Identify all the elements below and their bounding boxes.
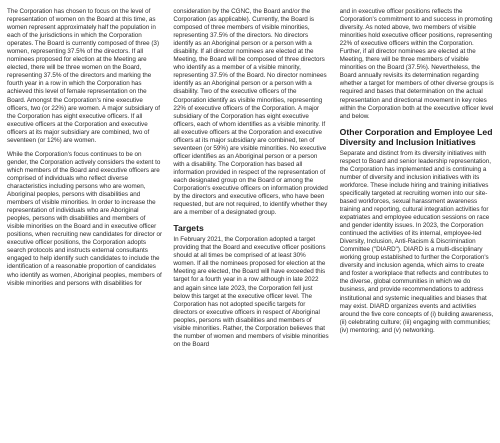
column-right [340,8,495,443]
paragraph-diversity-recruiting: While the Corporation's focus continues to be on gender, the Corporation actively considers the extent to which members of the Board and executive officers are comprised of individuals who reflect diverse characteristics including persons who are women, Aboriginal peoples, persons with disabilities and members of visible minorities. In order to increase the representation of individuals who are Aboriginal peoples, persons with disabilities and members of visible minorities on the Board and in executive officer positions, when recruiting new candidates for director or executive officer positions, the Corporation adopts search protocols and instructs external consultants engaged to help identify such candidates to include the identification of a reasonable proportion of candidates who identify as women, Aboriginal peoples, members of visible minorities and persons with disabilities for [7,150,163,287]
paragraph-diard: Separate and distinct from its diversity initiatives with respect to Board and senior leadership representation, the Corporation has implemented and is continuing a number of diversity and inclusion initiatives with its workforce. These include hiring and training initiatives specifically targeted at recruiting women into our site-based workforces, sexual harassment awareness training and reporting, cultural integration activities for expatriates and employee education sessions on race and gender identity issues. In 2023, the Corporation continued the activities of its internal, employee-led Diversity, Inclusion, Anti-Racism & Discrimination Committee ("DIARD"). DIARD is a multi-disciplinary working group established to further the Corporation's diversity and inclusion agenda, which aims to create and foster a workplace that reflects and contributes to the diverse, global communities in which we do business, and provide recommendations to address institutional and systemic inequalities and biases that may exist. DIARD organizes events and activities around the five core concepts of (i) building awareness, (ii) celebrating culture; (iii) engaging with communities; (iv) mentoring; and (v) networking. [339,149,494,334]
heading-other-initiatives: Other Corporation and Employee Led Diversity and Inclusion Initiatives [339,126,493,147]
column-middle [173,8,328,443]
paragraph-visible-minorities: consideration by the CGNC, the Board and/or the Corporation (as applicable). Currently, the Board is composed of three members of visible minorities, representing 37.5% of the directors. No directors identify as an Aboriginal person or a person with a disability. If all director nominees are elected at the Meeting, the Board will be composed of three directors who identify as a member of a visible minority, representing 37.5% of the Board. No director nominees identify as an Aboriginal person or a person with a disability. Two of the executive officers of the Corporation identify as visible minorities, representing 22% of executive officers of the Corporation. A major subsidiary of the Corporation has eight executive officers, each of whom identifies as a visible minority. If all executive officers at the Corporation and executive officers at its major subsidiary are combined, ten of seventeen (or 59%) are visible minorities. No executive officer identifies as an Aboriginal person or a person with a disability. The Corporation has based all information provided in respect of the representation of each designated group on the Board or among the Corporation's executive officers on information provided by the directors and executive officers, who have been requested, but are not required, to identify whether they are a member of a designated group. [173,8,328,217]
paragraph-targets: In February 2021, the Corporation adopted a target providing that the Board and executive officer positions should at all times be comprised of at least 30% women. If all the nominees proposed for election at the Meeting are elected, the Board will have exceeded this target for a fourth year in a row although in late 2022 and again since late 2023, the Corporation fell just below this target at the executive officer level. The Corporation has not adopted specific targets for directors or executive officers in respect of Aboriginal peoples, persons with disabilities and members of visible minorities. Rather, the Corporation believes that the number of women and members of visible minorities on the Board [173,236,329,348]
column-left [7,8,162,443]
paragraph-executive-positions: and in executive officer positions reflects the Corporation's commitment to and success in promoting diversity. As noted above, two members of visible minorities hold executive officer positions, representing 22% of executive officers within the Corporation. Further, if all director nominees are elected at the Meeting, there will be three members of visible minorities on the Board (37.5%). Nevertheless, the Board annually revisits its determination regarding whether a target for members of other diverse groups is required and bases that determination on the actual representation and directional movement in key roles within the Corporation both at the executive officer level and below. [339,8,494,120]
paragraph-gender-focus: The Corporation has chosen to focus on the level of representation of women on the Board at this time, as women represent approximately half the population in each of the jurisdictions in which the Corporation operates. The Board is currently composed of three (3) women, representing 37.5% of the directors. If all nominees proposed for election at the Meeting are elected, there will be three women on the Board, representing 37.5% of the directors and marking the fourth year in a row in which the Corporation has achieved this level of female representation on the Board. Amongst the Corporation's nine executive officers, two (or 22%) are women. A major subsidiary of the Corporation has eight executive officers. If all executive officers at the Corporation and executive officers at its major subsidiary are combined, two of seventeen (or 12%) are women. [7,8,160,144]
heading-targets: Targets [173,223,204,234]
